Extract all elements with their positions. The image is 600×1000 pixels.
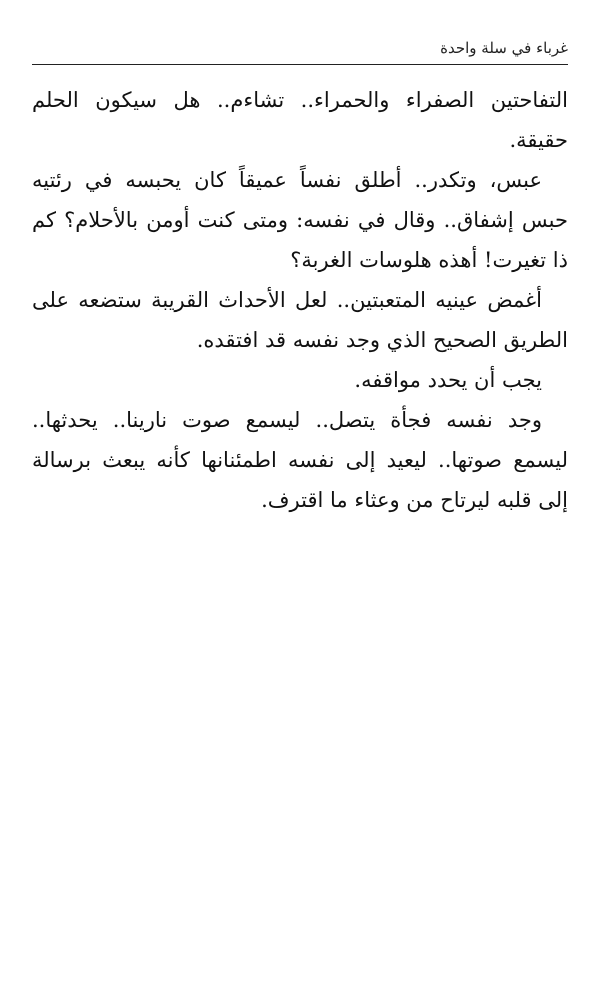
book-page (32, 0, 568, 1000)
paragraph-2: عبس، وتكدر.. أطلق نفساً عميقاً كان يحبسه في رئتيه حبس إشفاق.. وقال في نفسه: ومتى كنت أومن بالأحلام؟ كم ذا تغيرت! أهذه هلوسات الغربة؟ (32, 168, 568, 272)
book-title: غرباء في سلة واحدة (440, 39, 568, 57)
paragraph-5: وجد نفسه فجأة يتصل.. ليسمع صوت نارينا.. يحدثها.. ليسمع صوتها.. ليعيد إلى نفسه اطمئنانها كأنه يبعث برسالة إلى قلبه ليرتاح من وعثاء ما اقترف. (32, 408, 568, 512)
paragraph-4: يجب أن يحدد مواقفه. (354, 368, 542, 392)
page-body (32, 80, 568, 520)
running-header (32, 34, 568, 65)
paragraph-1: التفاحتين الصفراء والحمراء.. تشاءم.. هل سيكون الحلم حقيقة. (32, 88, 568, 152)
paragraph-3: أغمض عينيه المتعبتين.. لعل الأحداث القريبة ستضعه على الطريق الصحيح الذي وجد نفسه قد افتقده. (32, 288, 568, 352)
